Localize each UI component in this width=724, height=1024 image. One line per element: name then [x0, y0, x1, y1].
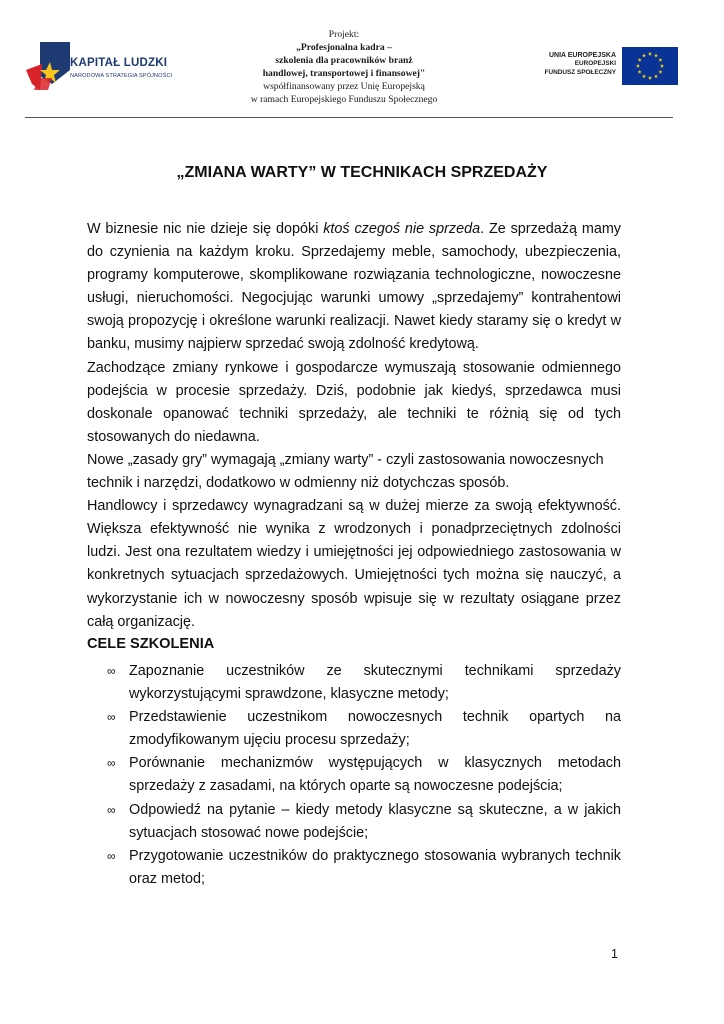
list-item-text: Porównanie mechanizmów występujących w klasycznych metodach sprzedaży z zasadami, na których oparte są nowoczesne podejścia;: [129, 755, 621, 795]
list-item: [101, 845, 621, 891]
logo-subtitle: NARODOWA STRATEGIA SPÓJNOŚCI: [70, 73, 173, 79]
document-title: „ZMIANA WARTY” W TECHNIKACH SPRZEDAŻY: [176, 164, 548, 181]
infinity-bullet-icon: ∞: [107, 848, 116, 863]
eu-logo: [518, 47, 678, 87]
paragraph: Zachodzące zmiany rynkowe i gospodarcze wymuszają stosowanie odmiennego podejścia w procesie sprzedaży. Dziś, podobnie jak kiedyś, sprzedawca musi doskonale opanować techniki sprzedaży, ale techniki te różnią się od tych stosowanych do niedawna.: [87, 359, 621, 445]
paragraph-text: W biznesie nic nie dzieje się dopóki: [87, 221, 324, 237]
eu-flag-icon: [622, 47, 678, 85]
list-item-text: Zapoznanie uczestników ze skutecznymi technikami sprzedaży wykorzystującymi sprawdzone, klasyczne metody;: [129, 663, 621, 703]
infinity-bullet-icon: ∞: [107, 756, 116, 771]
page-header: [22, 14, 676, 118]
project-line: szkolenia dla pracowników branż: [275, 55, 413, 66]
goals-heading: CELE SZKOLENIA: [87, 636, 215, 652]
page-number: 1: [611, 947, 618, 961]
list-item: [101, 799, 621, 845]
eu-line: EUROPEJSKI: [574, 60, 616, 68]
eu-logo-text: [545, 52, 616, 77]
list-item: [101, 660, 621, 706]
header-divider: [25, 117, 673, 118]
paragraph: Nowe „zasady gry” wymagają „zmiany warty” - czyli zastosowania nowoczesnych technik i narzędzi, dodatkowo w odmienny niż dotychczas sposób.: [87, 451, 604, 492]
paragraph-text: . Ze sprzedażą mamy do czynienia na każdym kroku. Sprzedajemy meble, samochody, ubezpieczenia, programy komputerowe, skomplikowane rozwiązania technologiczne, nowoczesne usługi, nieruchomości. Negocjując warunki umowy „sprzedajemy” kontrahentowi swoją propozycję i określone warunki realizacji. Nawet kiedy staramy się o kredyt w banku, musimy najpierw sprzedać swoją zdolność kredytową.: [87, 221, 622, 353]
eu-line: FUNDUSZ SPOŁECZNY: [544, 68, 616, 76]
eu-line: UNIA EUROPEJSKA: [548, 52, 616, 59]
list-item: [101, 706, 621, 752]
document-body: [87, 218, 621, 634]
list-item-text: Przedstawienie uczestnikom nowoczesnych technik opartych na zmodyfikowanym ujęciu procesu sprzedaży;: [129, 709, 621, 749]
infinity-bullet-icon: ∞: [107, 664, 116, 678]
kapital-ludzki-logo: [26, 40, 206, 100]
project-line: Projekt:: [328, 29, 360, 40]
list-item: [101, 752, 621, 798]
project-line: w ramach Europejskiego Funduszu Społecznego: [250, 94, 438, 105]
logo-name: KAPITAŁ LUDZKI: [70, 57, 168, 69]
goals-list: [101, 660, 621, 891]
project-line: handlowej, transportowej i finansowej": [262, 68, 426, 79]
project-line: współfinansowany przez Unię Europejską: [263, 81, 425, 92]
list-item-text: Odpowiedź na pytanie – kiedy metody klasyczne są skuteczne, a w jakich sytuacjach stosować nowe podejście;: [129, 801, 621, 841]
project-line: „Profesjonalna kadra –: [296, 42, 392, 53]
infinity-bullet-icon: ∞: [107, 802, 116, 817]
project-info: [206, 28, 482, 106]
paragraph: Handlowcy i sprzedawcy wynagradzani są w dużej mierze za swoją efektywność. Większa efektywność nie wynika z wrodzonych i ponadprzeciętnych zdolności ludzi. Jest ona rezultatem wiedzy i umiejętności jej odpowiedniego zastosowania w konkretnych sytuacjach sprzedażowych. Umiejętności tych można się nauczyć, a wykorzystanie ich w nowoczesny sposób wpisuje się w rezultaty osiągane przez całą organizację.: [87, 498, 621, 630]
italic-phrase: ktoś czegoś nie sprzeda: [323, 221, 481, 237]
list-item-text: Przygotowanie uczestników do praktycznego stosowania wybranych technik oraz metod;: [129, 847, 621, 887]
infinity-bullet-icon: ∞: [107, 710, 116, 725]
paragraph: [87, 218, 621, 357]
